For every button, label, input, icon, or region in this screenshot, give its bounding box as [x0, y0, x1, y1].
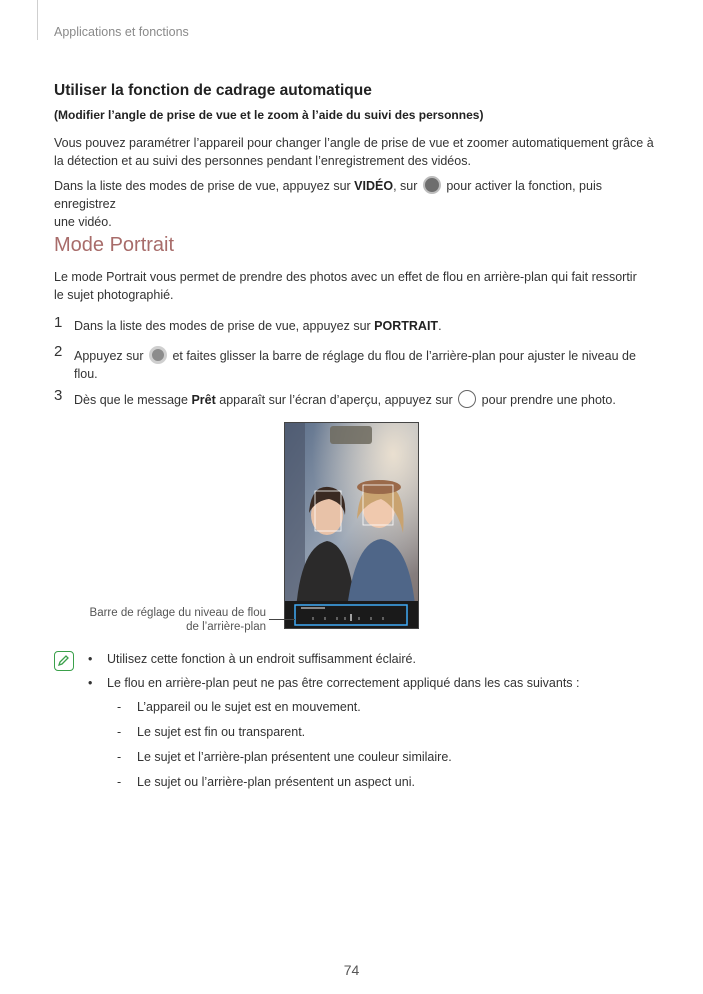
sub-item-2-marker: - [117, 725, 122, 739]
callout-line2: de l’arrière-plan [186, 621, 266, 633]
step-text-3 [74, 390, 654, 409]
para2-part2: , sur [393, 179, 421, 193]
step-number-3: 3 [54, 387, 63, 404]
step3-bold-pret: Prêt [191, 393, 216, 407]
step3-part3: pour prendre une photo. [478, 393, 616, 407]
note-pencil-icon [54, 651, 74, 671]
para2-part3: pour activer la fonction, puis enregistrez [54, 179, 602, 211]
step2-part2: et faites glisser la barre de réglage du flou de l’arrière-plan pour ajuster le niveau de [168, 349, 636, 363]
note-bullet-2: Le flou en arrière-plan peut ne pas être correctement appliqué dans les cas suivants : [107, 676, 580, 690]
callout-leader-line [269, 619, 295, 620]
shutter-button-icon [458, 390, 476, 408]
portrait-preview-image [284, 422, 419, 629]
callout-line1: Barre de réglage du niveau de flou [89, 607, 266, 619]
portrait-intro [54, 268, 654, 304]
page-number: 74 [343, 962, 360, 978]
step3-part2: apparaît sur l’écran d’aperçu, appuyez sur [215, 393, 457, 407]
note-bullet-2-marker: • [88, 676, 93, 690]
blur-bar-callout-label [60, 606, 266, 634]
page-header-breadcrumb: Applications et fonctions [54, 25, 189, 39]
portrait-photo [285, 423, 419, 629]
sub-item-2: Le sujet est fin ou transparent. [137, 725, 306, 739]
section-title-portrait: Mode Portrait [54, 234, 175, 256]
para1-line1: Vous pouvez paramétrer l’appareil pour changer l’angle de prise de vue et zoomer automatiquement grâce à [54, 136, 654, 150]
step2-part1: Appuyez sur [74, 349, 147, 363]
auto-framing-paragraph-2 [54, 176, 654, 231]
step-text-2 [74, 346, 654, 383]
page-edge-line [37, 0, 38, 40]
portrait-intro-line1: Le mode Portrait vous permet de prendre des photos avec un effet de flou en arrière-plan qui fait ressortir [54, 270, 637, 284]
step1-bold-portrait: PORTRAIT [374, 319, 439, 333]
step3-part1: Dès que le message [74, 393, 192, 407]
sub-item-4-marker: - [117, 775, 122, 789]
sub-item-1: L’appareil ou le sujet est en mouvement. [137, 700, 361, 714]
step2-line2: flou. [74, 367, 98, 381]
auto-framing-gear-icon [423, 176, 441, 194]
step1-part2: . [438, 319, 442, 333]
step-number-2: 2 [54, 343, 63, 360]
para2-part1: Dans la liste des modes de prise de vue, appuyez sur [54, 179, 355, 193]
section-subtitle-auto-framing: (Modifier l’angle de prise de vue et le zoom à l’aide du suivi des personnes) [54, 108, 484, 122]
para1-line2: la détection et au suivi des personnes pendant l’enregistrement des vidéos. [54, 154, 471, 168]
para2-bold-video: VIDÉO [354, 179, 394, 193]
para2-line2: une vidéo. [54, 215, 112, 229]
section-title-auto-framing: Utiliser la fonction de cadrage automatique [54, 82, 372, 99]
sub-item-4: Le sujet ou l’arrière-plan présentent un aspect uni. [137, 775, 415, 789]
sub-item-1-marker: - [117, 700, 122, 714]
step-text-1 [74, 317, 654, 335]
note-bullet-1: Utilisez cette fonction à un endroit suffisamment éclairé. [107, 652, 416, 666]
sub-item-3-marker: - [117, 750, 122, 764]
note-bullet-1-marker: • [88, 652, 93, 666]
portrait-intro-line2: le sujet photographié. [54, 288, 174, 302]
auto-framing-paragraph-1 [54, 134, 654, 170]
step1-part1: Dans la liste des modes de prise de vue, appuyez sur [74, 319, 375, 333]
blur-effect-icon [149, 346, 167, 364]
sub-item-3: Le sujet et l’arrière-plan présentent une couleur similaire. [137, 750, 452, 764]
step-number-1: 1 [54, 314, 63, 331]
